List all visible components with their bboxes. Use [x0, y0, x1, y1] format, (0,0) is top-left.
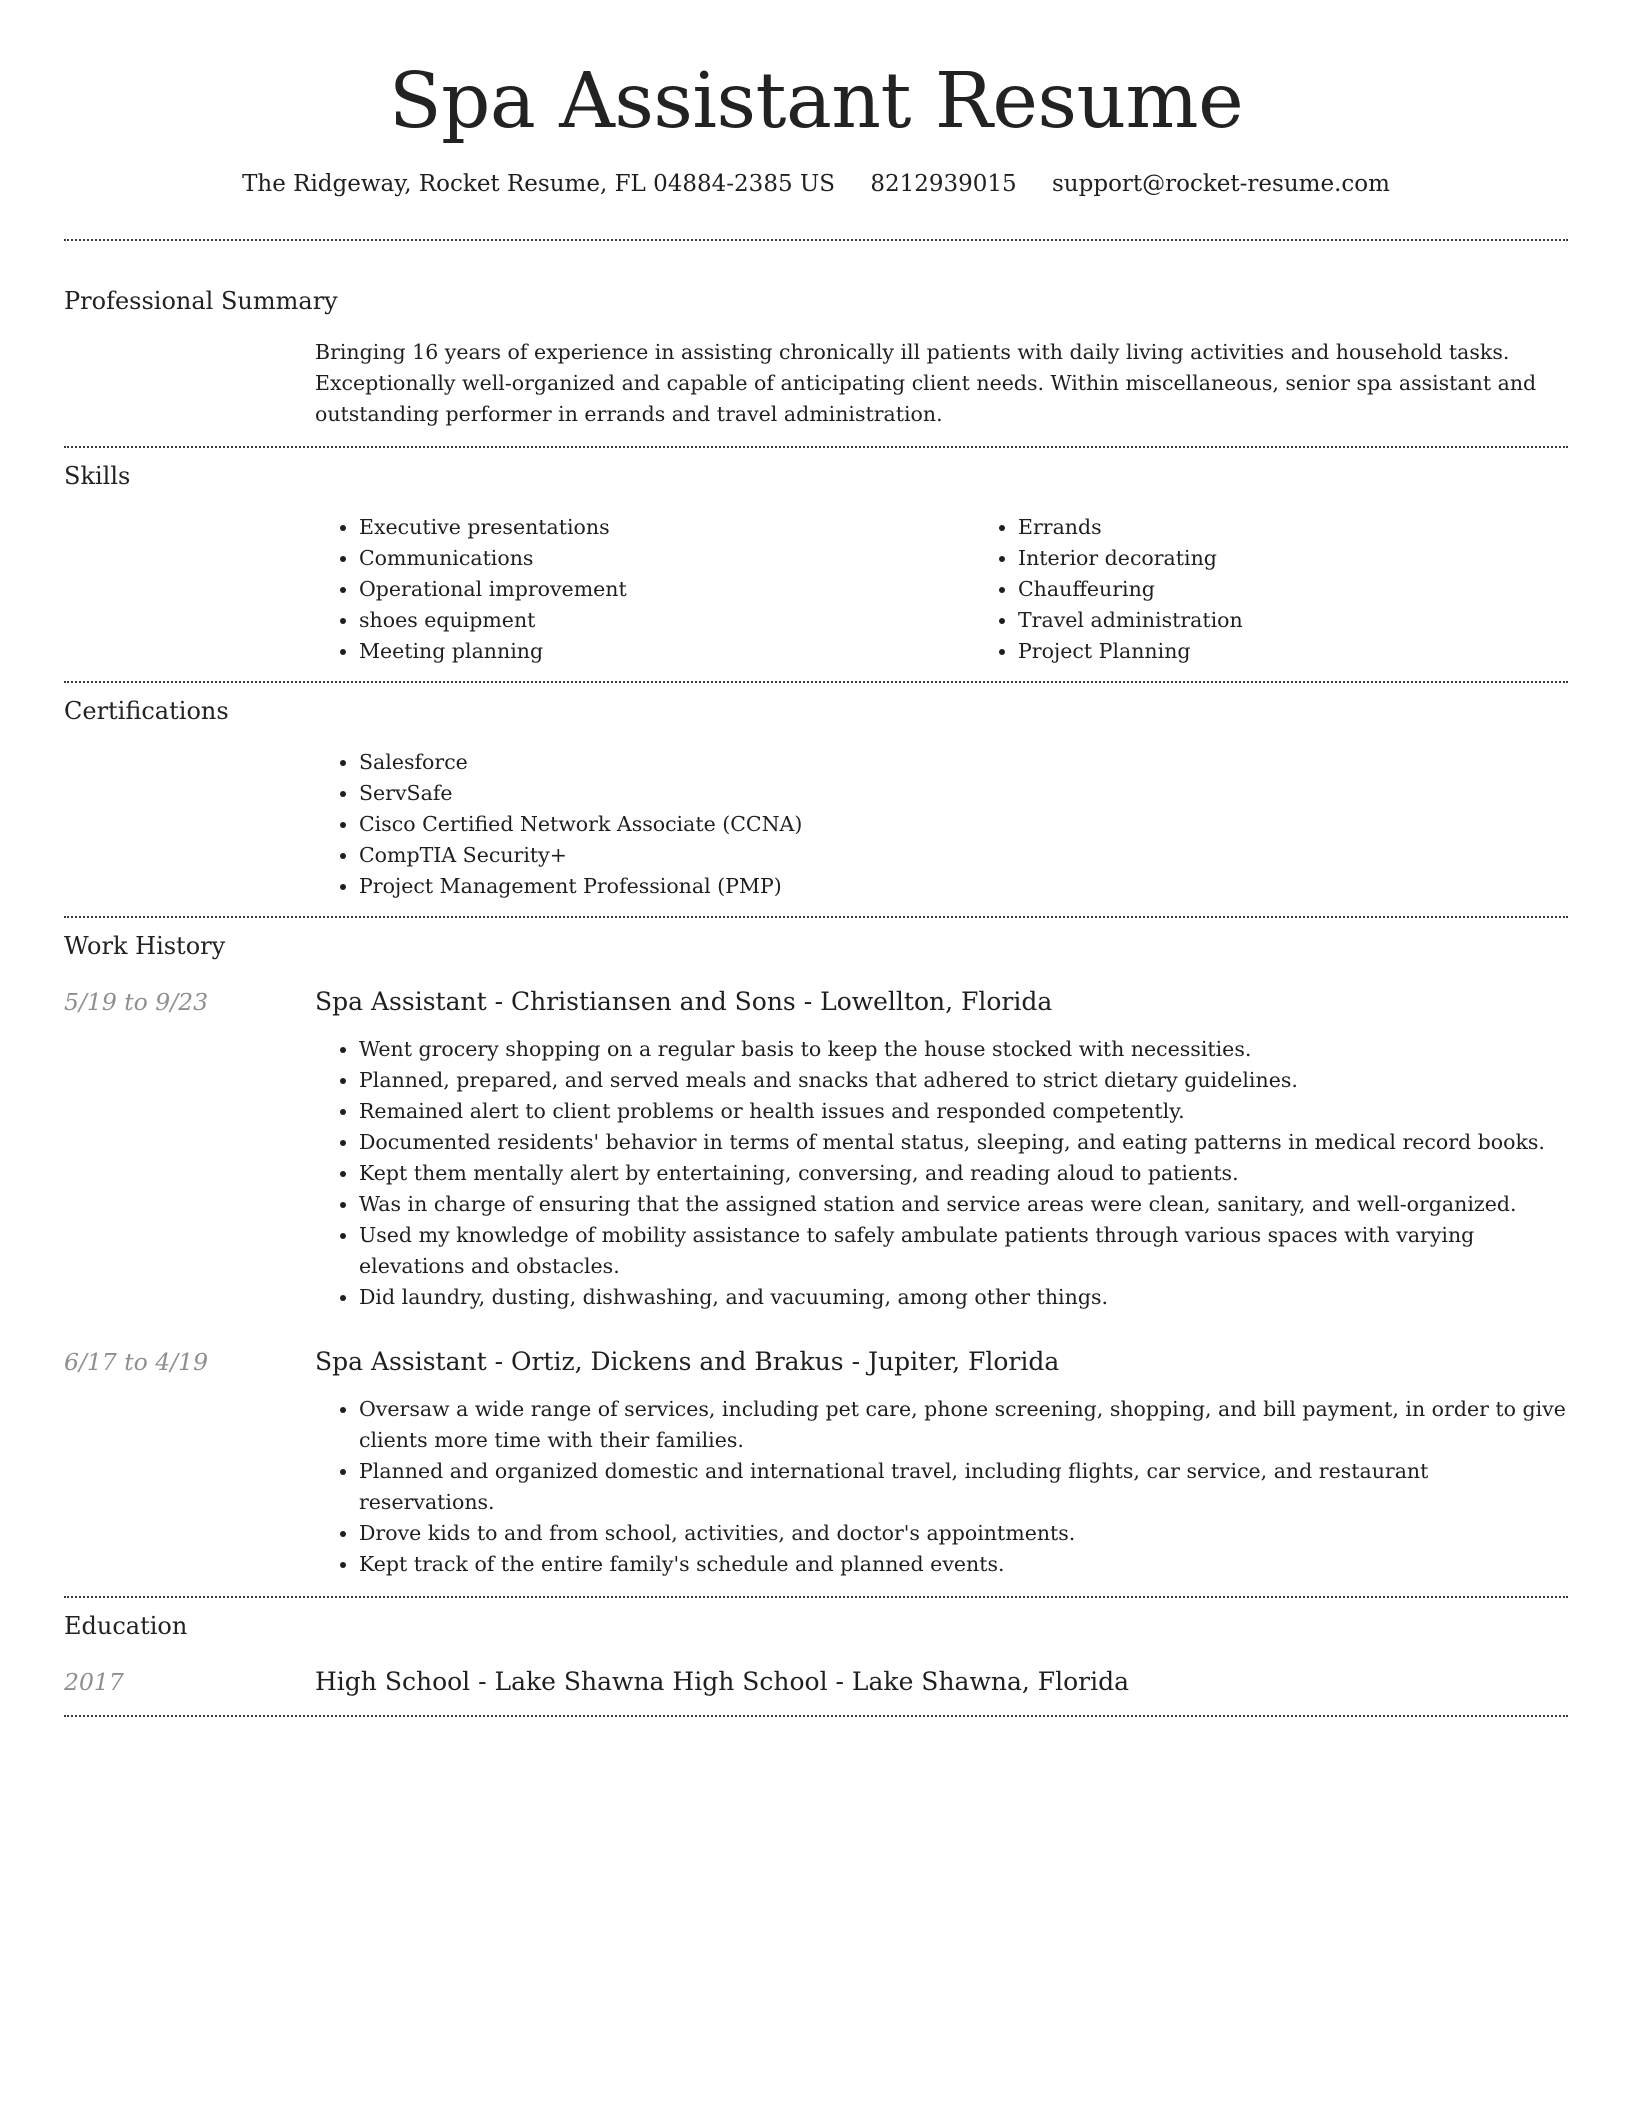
education-year: 2017: [64, 1668, 124, 1696]
education-entry: [64, 1665, 1568, 1699]
divider: [64, 681, 1568, 683]
divider: [64, 916, 1568, 918]
certification-item: • CompTIA Security+: [359, 840, 1568, 871]
job-dates: 6/17 to 4/19: [64, 1348, 209, 1376]
education-heading: Education: [64, 1612, 188, 1640]
certifications-list: [315, 747, 1568, 902]
job-title: Spa Assistant - Ortiz, Dickens and Brakus - Jupiter, Florida: [315, 1347, 1060, 1376]
job-header: [64, 1345, 1568, 1379]
contact-phone: 8212939015: [870, 171, 1017, 197]
job-entry: [64, 1345, 1568, 1580]
certification-item: • ServSafe: [359, 778, 1568, 809]
job-duty-item: • Was in charge of ensuring that the assigned station and service areas were clean, sanitary, and well-organized.: [359, 1189, 1568, 1220]
job-duty-item: • Used my knowledge of mobility assistance to safely ambulate patients through various spaces with varying elevations and obstacles.: [359, 1220, 1568, 1282]
job-duty-item: • Did laundry, dusting, dishwashing, and vacuuming, among other things.: [359, 1282, 1568, 1313]
contact-email[interactable]: support@rocket-resume.com: [1052, 171, 1390, 197]
divider: [64, 1596, 1568, 1598]
divider: [64, 1715, 1568, 1717]
job-dates: 5/19 to 9/23: [64, 988, 209, 1016]
skills-list: [315, 512, 1568, 667]
job-duty-item: • Drove kids to and from school, activities, and doctor's appointments.: [359, 1518, 1568, 1549]
certification-item: • Cisco Certified Network Associate (CCNA): [359, 809, 1568, 840]
certifications-section: [64, 694, 1568, 902]
skills-section: [64, 459, 1568, 667]
job-duties: [315, 1034, 1568, 1313]
job-duty-item: • Planned and organized domestic and international travel, including flights, car service, and restaurant reservations.: [359, 1456, 1568, 1518]
summary-heading: Professional Summary: [64, 287, 338, 315]
contact-address: The Ridgeway, Rocket Resume, FL 04884-2385 US: [242, 171, 836, 197]
skills-column-left: [315, 512, 974, 667]
resume-title: Spa Assistant Resume: [388, 57, 1244, 146]
skill-item: • Errands: [1018, 512, 1632, 543]
certification-item: • Salesforce: [359, 747, 1568, 778]
skill-item: • Operational improvement: [359, 574, 974, 605]
certifications-heading: Certifications: [64, 697, 229, 725]
divider: [64, 446, 1568, 448]
job-duty-item: • Oversaw a wide range of services, including pet care, phone screening, shopping, and bill payment, in order to give clients more time with their families.: [359, 1394, 1568, 1456]
divider: [64, 239, 1568, 241]
certification-item: • Project Management Professional (PMP): [359, 871, 1568, 902]
job-duty-item: • Remained alert to client problems or health issues and responded competently.: [359, 1096, 1568, 1127]
skill-item: • Interior decorating: [1018, 543, 1632, 574]
job-duty-item: • Kept them mentally alert by entertaining, conversing, and reading aloud to patients.: [359, 1158, 1568, 1189]
skill-item: • Executive presentations: [359, 512, 974, 543]
skill-item: • Travel administration: [1018, 605, 1632, 636]
skills-column-right: [974, 512, 1632, 667]
job-duty-item: • Kept track of the entire family's schedule and planned events.: [359, 1549, 1568, 1580]
job-duty-item: • Went grocery shopping on a regular basis to keep the house stocked with necessities.: [359, 1034, 1568, 1065]
summary-section: [64, 284, 1568, 430]
job-header: [64, 985, 1568, 1019]
resume-page: [64, 0, 1568, 1717]
skill-item: • Project Planning: [1018, 636, 1632, 667]
education-title: High School - Lake Shawna High School - Lake Shawna, Florida: [315, 1667, 1129, 1696]
job-duty-item: • Documented residents' behavior in terms of mental status, sleeping, and eating patterns in medical record books.: [359, 1127, 1568, 1158]
job-duty-item: • Planned, prepared, and served meals and snacks that adhered to strict dietary guidelines.: [359, 1065, 1568, 1096]
job-duties: [315, 1394, 1568, 1580]
work-history-heading: Work History: [64, 932, 226, 960]
skill-item: • Chauffeuring: [1018, 574, 1632, 605]
skill-item: • Communications: [359, 543, 974, 574]
contact-line: [64, 168, 1568, 200]
job-title: Spa Assistant - Christiansen and Sons - Lowellton, Florida: [315, 987, 1053, 1016]
education-header: [64, 1665, 1568, 1699]
summary-text: Bringing 16 years of experience in assisting chronically ill patients with daily living activities and household tasks. Exceptionally well-organized and capable of anticipating client needs. Within miscellaneous, senior spa assistant and outstanding performer in errands and travel administration.: [315, 340, 1537, 426]
job-entry: [64, 985, 1568, 1313]
skills-heading: Skills: [64, 462, 131, 490]
skill-item: • shoes equipment: [359, 605, 974, 636]
education-section: [64, 1609, 1568, 1699]
skill-item: • Meeting planning: [359, 636, 974, 667]
work-history-section: [64, 929, 1568, 1580]
